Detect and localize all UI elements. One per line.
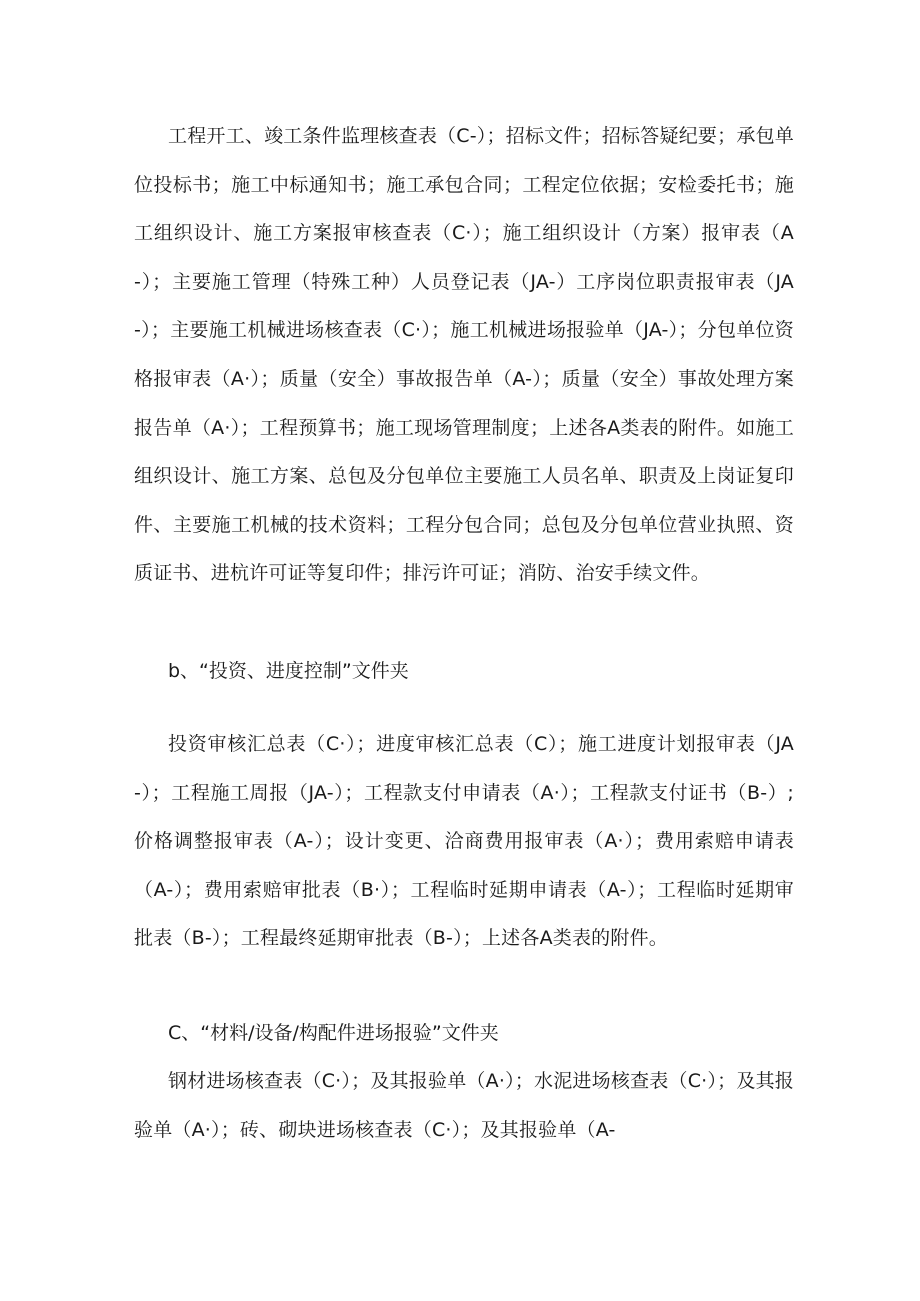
paragraph-materials-equipment-documents: 钢材进场核查表（C·）；及其报验单（A·）；水泥进场核查表（C·）；及其报验单（A·）；砖、砌块进场核查表（C·）；及其报验单（A- [134, 1070, 794, 1141]
section-heading-investment-progress: b、“投资、进度控制”文件夹 [168, 660, 409, 682]
section-heading-materials-equipment: C、“材料/设备/构配件进场报验”文件夹 [168, 1022, 499, 1044]
paragraph-investment-progress-documents: 投资审核汇总表（C·）；进度审核汇总表（C）；施工进度计划报审表（JA-）；工程施工周报（JA-）；工程款支付申请表（A·）；工程款支付证书（B-）;价格调整报审表（A-）；设计变更、洽商费用报审表（A·）；费用索赔申请表（A-）；费用索赔审批表（B·）；工程临时延期申请表（A-）；工程临时延期审批表（B-）；工程最终延期审批表（B-）；上述各A类表的附件。 [134, 733, 794, 950]
paragraph-project-start-documents: 工程开工、竣工条件监理核查表（C-）；招标文件；招标答疑纪要；承包单位投标书；施工中标通知书；施工承包合同；工程定位依据；安检委托书；施工组织设计、施工方案报审核查表（C·）；施工组织设计（方案）报审表（A-）；主要施工管理（特殊工种）人员登记表（JA-）工序岗位职责报审表（JA-）；主要施工机械进场核查表（C·）；施工机械进场报验单（JA-）；分包单位资格报审表（A·）；质量（安全）事故报告单（A-）；质量（安全）事故处理方案报告单（A·）；工程预算书；施工现场管理制度；上述各A类表的附件。如施工组织设计、施工方案、总包及分包单位主要施工人员名单、职责及上岗证复印件、主要施工机械的技术资料；工程分包合同；总包及分包单位营业执照、资质证书、进杭许可证等复印件；排污许可证；消防、治安手续文件。 [134, 125, 794, 585]
